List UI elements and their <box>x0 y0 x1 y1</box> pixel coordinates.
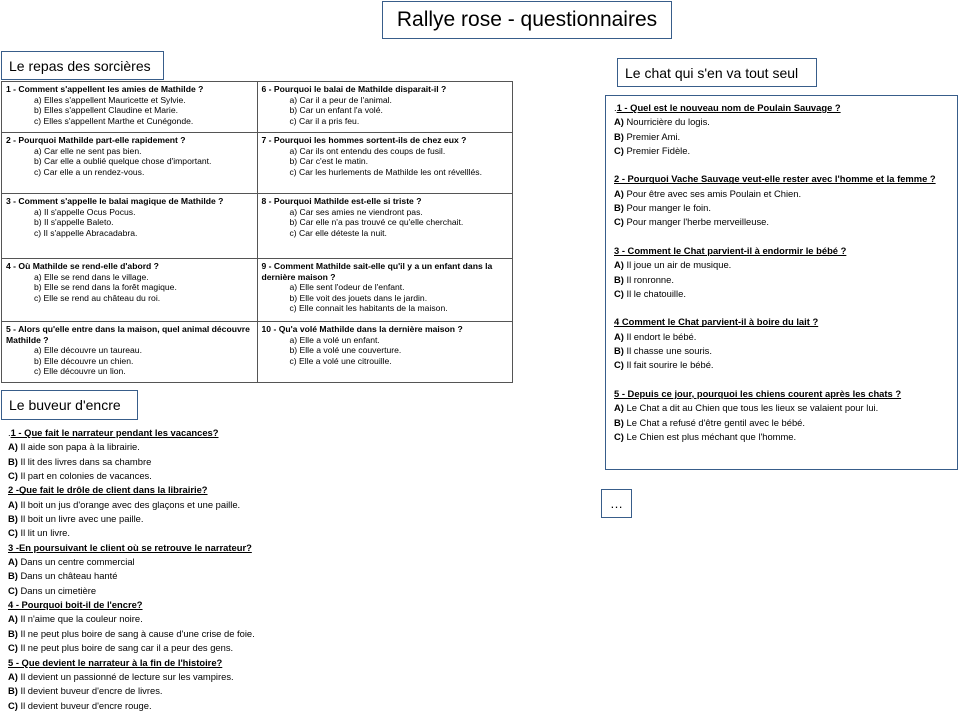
answer-option <box>614 330 957 344</box>
option-text: Il boit un jus d'orange avec des glaçons et une paille. <box>17 498 241 510</box>
option-letter: C) <box>614 144 624 156</box>
answer-option <box>8 569 428 583</box>
option-letter: B) <box>8 570 18 582</box>
answer-option: a) Elle a volé un enfant. <box>289 334 380 345</box>
answer-option <box>614 344 957 358</box>
question-cell <box>257 133 513 194</box>
option-letter: A) <box>8 670 18 682</box>
spacer <box>614 158 957 172</box>
option-letter: A) <box>8 556 18 568</box>
option-text: Il aide son papa à la librairie. <box>17 441 140 453</box>
option-letter: B) <box>8 455 18 467</box>
question-line <box>614 387 957 401</box>
buveur-questions <box>8 426 428 713</box>
option-text: Il devient un passionné de lecture sur les vampires. <box>17 670 234 682</box>
option-letter: C) <box>8 527 18 539</box>
spacer <box>614 301 957 315</box>
answer-option <box>8 440 428 454</box>
option-text: Il lit un livre. <box>17 527 71 539</box>
question-prefix: . <box>8 427 11 438</box>
table-row <box>2 82 513 133</box>
answer-option: b) Car c'est le matin. <box>289 156 369 167</box>
question-line <box>8 483 428 497</box>
question-cell <box>2 194 258 259</box>
option-text: Dans un centre commercial <box>17 556 135 568</box>
option-letter: C) <box>8 699 18 711</box>
question-line <box>8 541 428 555</box>
answer-option <box>614 416 957 430</box>
option-text: Il devient buveur d'encre de livres. <box>17 685 163 697</box>
answer-option <box>8 641 428 655</box>
question-text: 9 - Comment Mathilde sait-elle qu'il y a un enfant dans la dernière maison ? <box>261 261 493 282</box>
option-letter: A) <box>8 441 18 453</box>
question-text: 10 - Qu'a volé Mathilde dans la dernière maison ? <box>261 324 463 334</box>
answer-option: c) Elle découvre un lion. <box>34 366 126 377</box>
table-row <box>2 322 513 383</box>
question-text: 2 - Pourquoi Mathilde part-elle rapidement ? <box>6 135 186 145</box>
repas-questions-table <box>1 81 513 383</box>
answer-option <box>8 526 428 540</box>
option-text: Premier Fidèle. <box>623 144 691 156</box>
question-text: 2 - Pourquoi Vache Sauvage veut-elle rester avec l'homme et la femme ? <box>614 173 936 185</box>
question-text: 6 - Pourquoi le balai de Mathilde disparait-il ? <box>261 84 447 94</box>
answer-option: a) Car ils ont entendu des coups de fusil. <box>289 145 446 156</box>
option-text: Pour être avec ses amis Poulain et Chien. <box>623 187 802 199</box>
question-text: 8 - Pourquoi Mathilde est-elle si triste ? <box>261 196 422 206</box>
option-text: Le Chat a dit au Chien que tous les lieux se valaient pour lui. <box>623 402 879 414</box>
question-line <box>614 244 957 258</box>
option-letter: A) <box>614 330 624 342</box>
question-cell <box>257 322 513 383</box>
option-letter: C) <box>614 430 624 442</box>
option-text: Nourricière du logis. <box>623 116 710 128</box>
option-text: Dans un cimetière <box>17 584 97 596</box>
option-letter: B) <box>614 273 624 285</box>
question-text: 1 - Comment s'appellent les amies de Mathilde ? <box>6 84 204 94</box>
question-cell <box>257 194 513 259</box>
question-line <box>614 315 957 329</box>
answer-option: c) Elles s'appellent Marthe et Cunégonde. <box>34 115 194 126</box>
option-letter: A) <box>614 116 624 128</box>
table-row <box>2 194 513 259</box>
chat-questions-panel <box>605 95 958 470</box>
option-text: Premier Ami. <box>623 130 681 142</box>
answer-option: c) Car il a pris feu. <box>289 115 360 126</box>
option-text: Pour manger le foin. <box>623 202 711 214</box>
section-label-chat: Le chat qui s'en va tout seul <box>617 58 817 87</box>
answer-option <box>614 358 957 372</box>
option-text: Il chasse une souris. <box>623 345 712 357</box>
question-text: 1 - Quel est le nouveau nom de Poulain Sauvage ? <box>616 102 841 113</box>
option-text: Il endort le bébé. <box>623 330 697 342</box>
spacer <box>614 373 957 387</box>
section-label-buveur: Le buveur d'encre <box>1 390 138 420</box>
question-line <box>8 656 428 670</box>
option-text: Le Chien est plus méchant que l'homme. <box>623 430 797 442</box>
option-letter: C) <box>8 584 18 596</box>
answer-option: b) Il s'appelle Baleto. <box>34 217 114 228</box>
option-letter: A) <box>614 259 624 271</box>
question-text: 7 - Pourquoi les hommes sortent-ils de chez eux ? <box>261 135 467 145</box>
option-letter: C) <box>614 216 624 228</box>
answer-option <box>614 273 957 287</box>
option-text: Il lit des livres dans sa chambre <box>17 455 152 467</box>
answer-option: b) Car un enfant l'a volé. <box>289 105 383 116</box>
answer-option: b) Elles s'appellent Claudine et Marie. <box>34 105 178 116</box>
answer-option: a) Elle découvre un taureau. <box>34 345 142 356</box>
question-cell <box>2 82 258 133</box>
option-letter: C) <box>614 287 624 299</box>
answer-option: a) Car elle ne sent pas bien. <box>34 145 142 156</box>
question-cell <box>2 322 258 383</box>
option-text: Pour manger l'herbe merveilleuse. <box>623 216 769 228</box>
option-letter: B) <box>8 685 18 697</box>
option-text: Il le chatouille. <box>623 287 686 299</box>
answer-option <box>614 115 957 129</box>
answer-option: c) Il s'appelle Abracadabra. <box>34 227 138 238</box>
table-row <box>2 259 513 322</box>
answer-option: c) Elle connait les habitants de la maison. <box>289 303 448 314</box>
answer-option: a) Car il a peur de l'animal. <box>289 94 392 105</box>
answer-option: c) Car elle a un rendez-vous. <box>34 166 145 177</box>
question-cell <box>257 82 513 133</box>
answer-option <box>614 401 957 415</box>
option-letter: A) <box>8 613 18 625</box>
answer-option <box>614 187 957 201</box>
option-text: Il fait sourire le bébé. <box>623 359 714 371</box>
question-text: 4 - Où Mathilde se rend-elle d'abord ? <box>6 261 159 271</box>
answer-option <box>614 201 957 215</box>
question-text: 5 - Depuis ce jour, pourquoi les chiens courent après les chats ? <box>614 387 902 399</box>
answer-option <box>8 670 428 684</box>
option-letter: A) <box>614 187 624 199</box>
option-text: Il joue un air de musique. <box>623 259 732 271</box>
option-text: Il ne peut plus boire de sang car il a peur des gens. <box>17 642 234 654</box>
answer-option: a) Elle se rend dans le village. <box>34 271 149 282</box>
option-letter: B) <box>8 627 18 639</box>
section-label-repas: Le repas des sorcières <box>1 51 164 80</box>
option-letter: C) <box>8 470 18 482</box>
page-title: Rallye rose - questionnaires <box>382 1 672 39</box>
answer-option <box>8 584 428 598</box>
answer-option: b) Car elle a oublié quelque chose d'important. <box>34 156 212 167</box>
answer-option <box>614 258 957 272</box>
answer-option <box>8 612 428 626</box>
answer-option <box>8 699 428 713</box>
question-cell <box>257 259 513 322</box>
answer-option <box>614 130 957 144</box>
answer-option <box>614 144 957 158</box>
answer-option <box>8 684 428 698</box>
answer-option <box>8 455 428 469</box>
question-line <box>614 101 957 115</box>
option-text: Il n'aime que la couleur noire. <box>17 613 143 625</box>
answer-option: b) Elle a volé une couverture. <box>289 345 402 356</box>
answer-option: c) Car elle déteste la nuit. <box>289 227 387 238</box>
answer-option: b) Elle se rend dans la forêt magique. <box>34 282 177 293</box>
option-text: Il devient buveur d'encre rouge. <box>17 699 152 711</box>
question-text: 1 - Que fait le narrateur pendant les vacances? <box>10 427 219 438</box>
answer-option <box>8 555 428 569</box>
question-cell <box>2 259 258 322</box>
question-cell <box>2 133 258 194</box>
answer-option: c) Car les hurlements de Mathilde les ont révelllés. <box>289 166 482 177</box>
question-text: 5 - Que devient le narrateur à la fin de l'histoire? <box>8 656 223 668</box>
option-letter: B) <box>614 202 624 214</box>
question-text: 3 - Comment s'appelle le balai magique de Mathilde ? <box>6 196 224 206</box>
option-text: Il part en colonies de vacances. <box>17 470 152 482</box>
answer-option: a) Elles s'appellent Mauricette et Sylvie. <box>34 94 186 105</box>
option-letter: A) <box>614 402 624 414</box>
answer-option <box>8 469 428 483</box>
question-text: 3 -En poursuivant le client où se retrouve le narrateur? <box>8 541 252 553</box>
answer-option: c) Elle se rend au château du roi. <box>34 292 161 303</box>
more-ellipsis-box: … <box>601 489 632 518</box>
question-text: 4 Comment le Chat parvient-il à boire du lait ? <box>614 316 819 328</box>
question-text: 5 - Alors qu'elle entre dans la maison, quel animal découvre Mathilde ? <box>6 324 250 345</box>
option-text: Il ronronne. <box>623 273 674 285</box>
question-line <box>614 172 957 186</box>
answer-option: a) Elle sent l'odeur de l'enfant. <box>289 282 405 293</box>
answer-option: b) Elle voit des jouets dans le jardin. <box>289 292 428 303</box>
answer-option: b) Elle découvre un chien. <box>34 355 134 366</box>
option-text: Dans un château hanté <box>17 570 118 582</box>
answer-option: c) Elle a volé une citrouille. <box>289 355 392 366</box>
spacer <box>614 230 957 244</box>
option-text: Il boit un livre avec une paille. <box>17 513 144 525</box>
option-letter: C) <box>614 359 624 371</box>
answer-option <box>8 627 428 641</box>
option-letter: B) <box>614 345 624 357</box>
question-prefix: . <box>614 102 617 113</box>
option-letter: C) <box>8 642 18 654</box>
answer-option <box>614 430 957 444</box>
question-line <box>8 598 428 612</box>
option-letter: A) <box>8 498 18 510</box>
answer-option <box>614 287 957 301</box>
answer-option: a) Car ses amies ne viendront pas. <box>289 206 423 217</box>
answer-option <box>8 512 428 526</box>
answer-option: a) Il s'appelle Ocus Pocus. <box>34 206 136 217</box>
option-letter: B) <box>8 513 18 525</box>
table-row <box>2 133 513 194</box>
answer-option <box>8 498 428 512</box>
question-line <box>8 426 428 440</box>
answer-option: b) Car elle n'a pas trouvé ce qu'elle cherchait. <box>289 217 464 228</box>
question-text: 3 - Comment le Chat parvient-il à endormir le bébé ? <box>614 244 847 256</box>
option-text: Il ne peut plus boire de sang à cause d'une crise de foie. <box>17 627 255 639</box>
question-text: 2 -Que fait le drôle de client dans la librairie? <box>8 484 208 496</box>
option-text: Le Chat a refusé d'être gentil avec le bébé. <box>623 416 805 428</box>
option-letter: B) <box>614 416 624 428</box>
answer-option <box>614 215 957 229</box>
question-text: 4 - Pourquoi boit-il de l'encre? <box>8 599 143 611</box>
option-letter: B) <box>614 130 624 142</box>
